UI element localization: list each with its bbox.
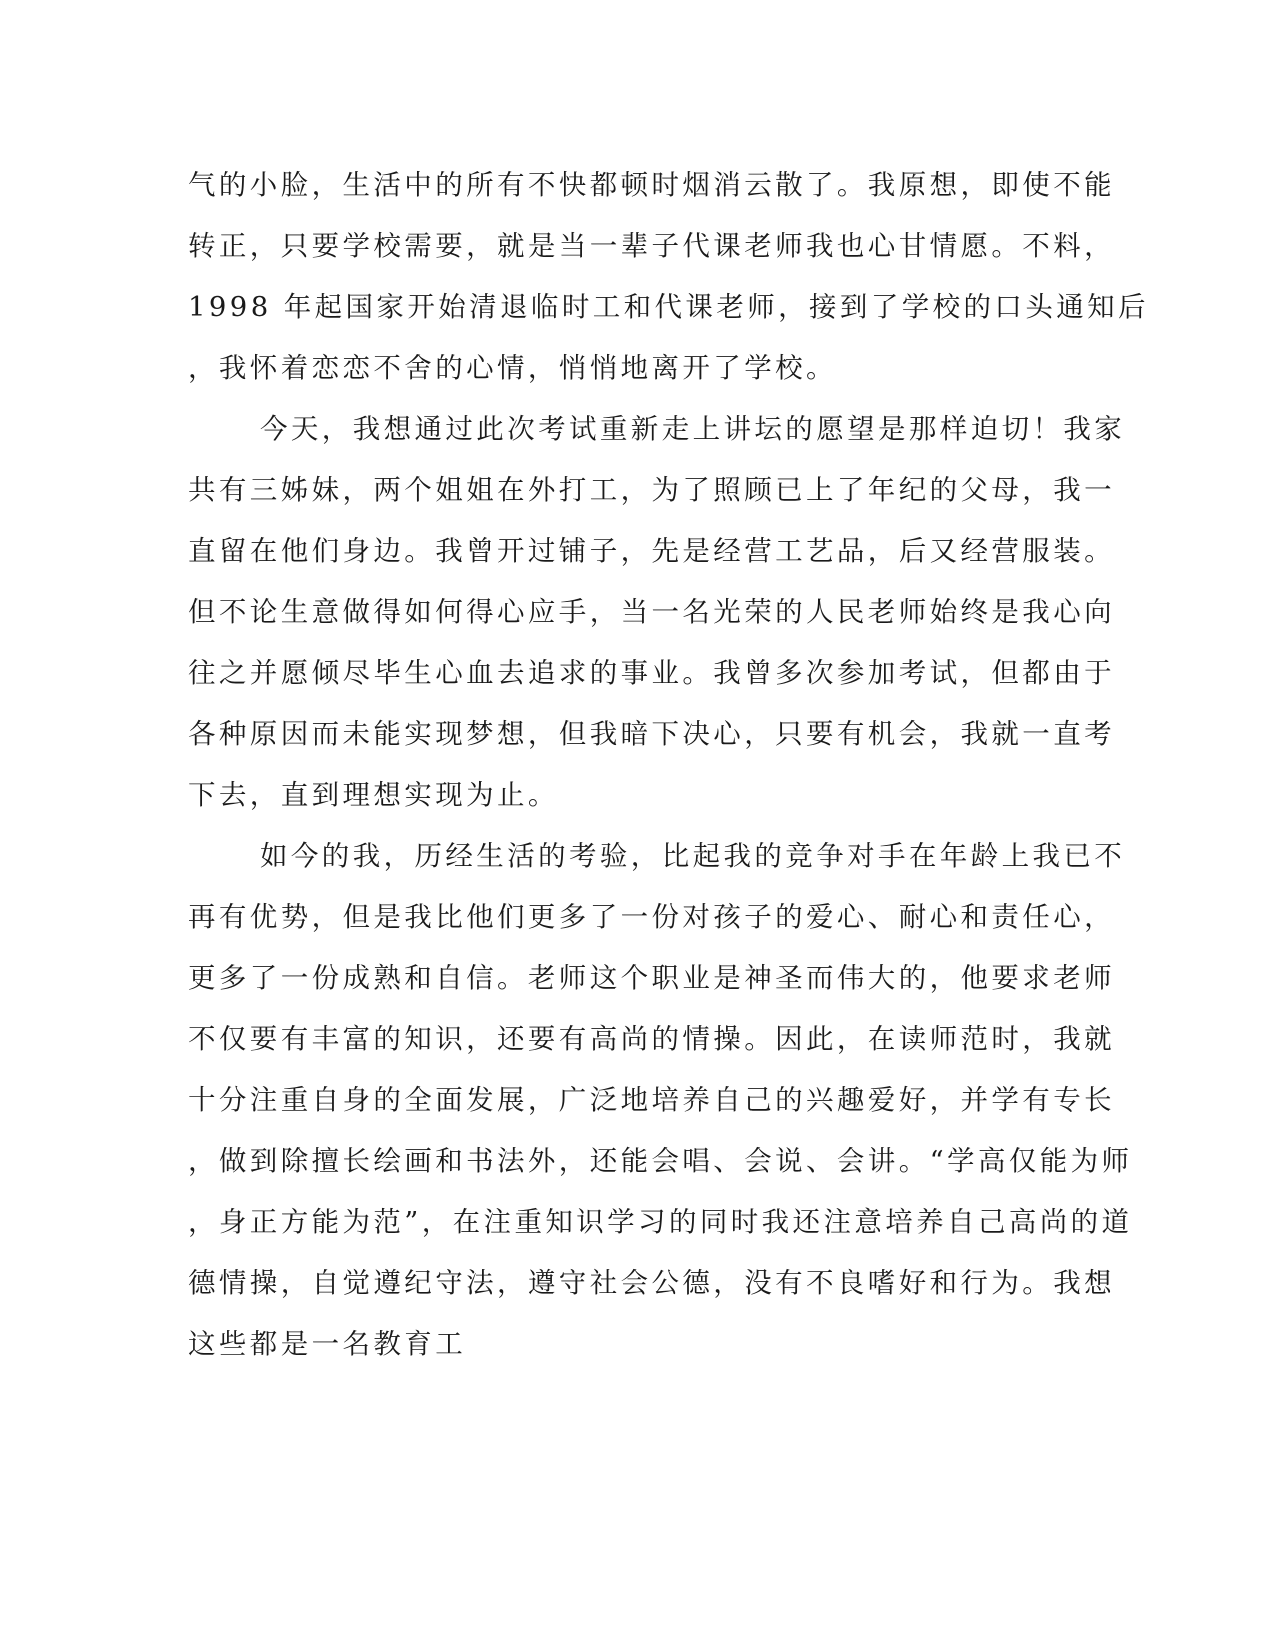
text-line: ，身正方能为范”，在注重知识学习的同时我还注意培养自己高尚的道 bbox=[188, 1206, 1133, 1238]
text-line: 更多了一份成熟和自信。老师这个职业是神圣而伟大的，他要求老师 bbox=[188, 962, 1115, 994]
text-line: 但不论生意做得如何得心应手，当一名光荣的人民老师始终是我心向 bbox=[188, 596, 1115, 628]
text-line: 气的小脸，生活中的所有不快都顿时烟消云散了。我原想，即使不能 bbox=[188, 169, 1115, 201]
text-line: 共有三姊妹，两个姐姐在外打工，为了照顾已上了年纪的父母，我一 bbox=[188, 474, 1115, 506]
text-line: 各种原因而未能实现梦想，但我暗下决心，只要有机会，我就一直考 bbox=[188, 718, 1115, 750]
paragraph-start-line: 如今的我，历经生活的考验，比起我的竞争对手在年龄上我已不 bbox=[260, 840, 1126, 872]
text-line: ，做到除擅长绘画和书法外，还能会唱、会说、会讲。“学高仅能为师 bbox=[188, 1145, 1133, 1177]
text-line: 直留在他们身边。我曾开过铺子，先是经营工艺品，后又经营服装。 bbox=[188, 535, 1115, 567]
text-line: ，我怀着恋恋不舍的心情，悄悄地离开了学校。 bbox=[188, 352, 837, 384]
text-line: 不仅要有丰富的知识，还要有高尚的情操。因此，在读师范时，我就 bbox=[188, 1023, 1115, 1055]
text-line: 德情操，自觉遵纪守法，遵守社会公德，没有不良嗜好和行为。我想 bbox=[188, 1267, 1115, 1299]
paragraph-start-line: 今天，我想通过此次考试重新走上讲坛的愿望是那样迫切！我家 bbox=[260, 413, 1126, 445]
text-line: 往之并愿倾尽毕生心血去追求的事业。我曾多次参加考试，但都由于 bbox=[188, 657, 1115, 689]
body-text bbox=[188, 155, 1149, 1375]
text-line: 十分注重自身的全面发展，广泛地培养自己的兴趣爱好，并学有专长 bbox=[188, 1084, 1115, 1116]
text-line: 再有优势，但是我比他们更多了一份对孩子的爱心、耐心和责任心， bbox=[188, 901, 1115, 933]
text-line: 1998 年起国家开始清退临时工和代课老师，接到了学校的口头通知后 bbox=[188, 291, 1149, 323]
text-line: 这些都是一名教育工 bbox=[188, 1328, 467, 1360]
text-line: 下去，直到理想实现为止。 bbox=[188, 779, 559, 811]
text-line: 转正，只要学校需要，就是当一辈子代课老师我也心甘情愿。不料， bbox=[188, 230, 1115, 262]
